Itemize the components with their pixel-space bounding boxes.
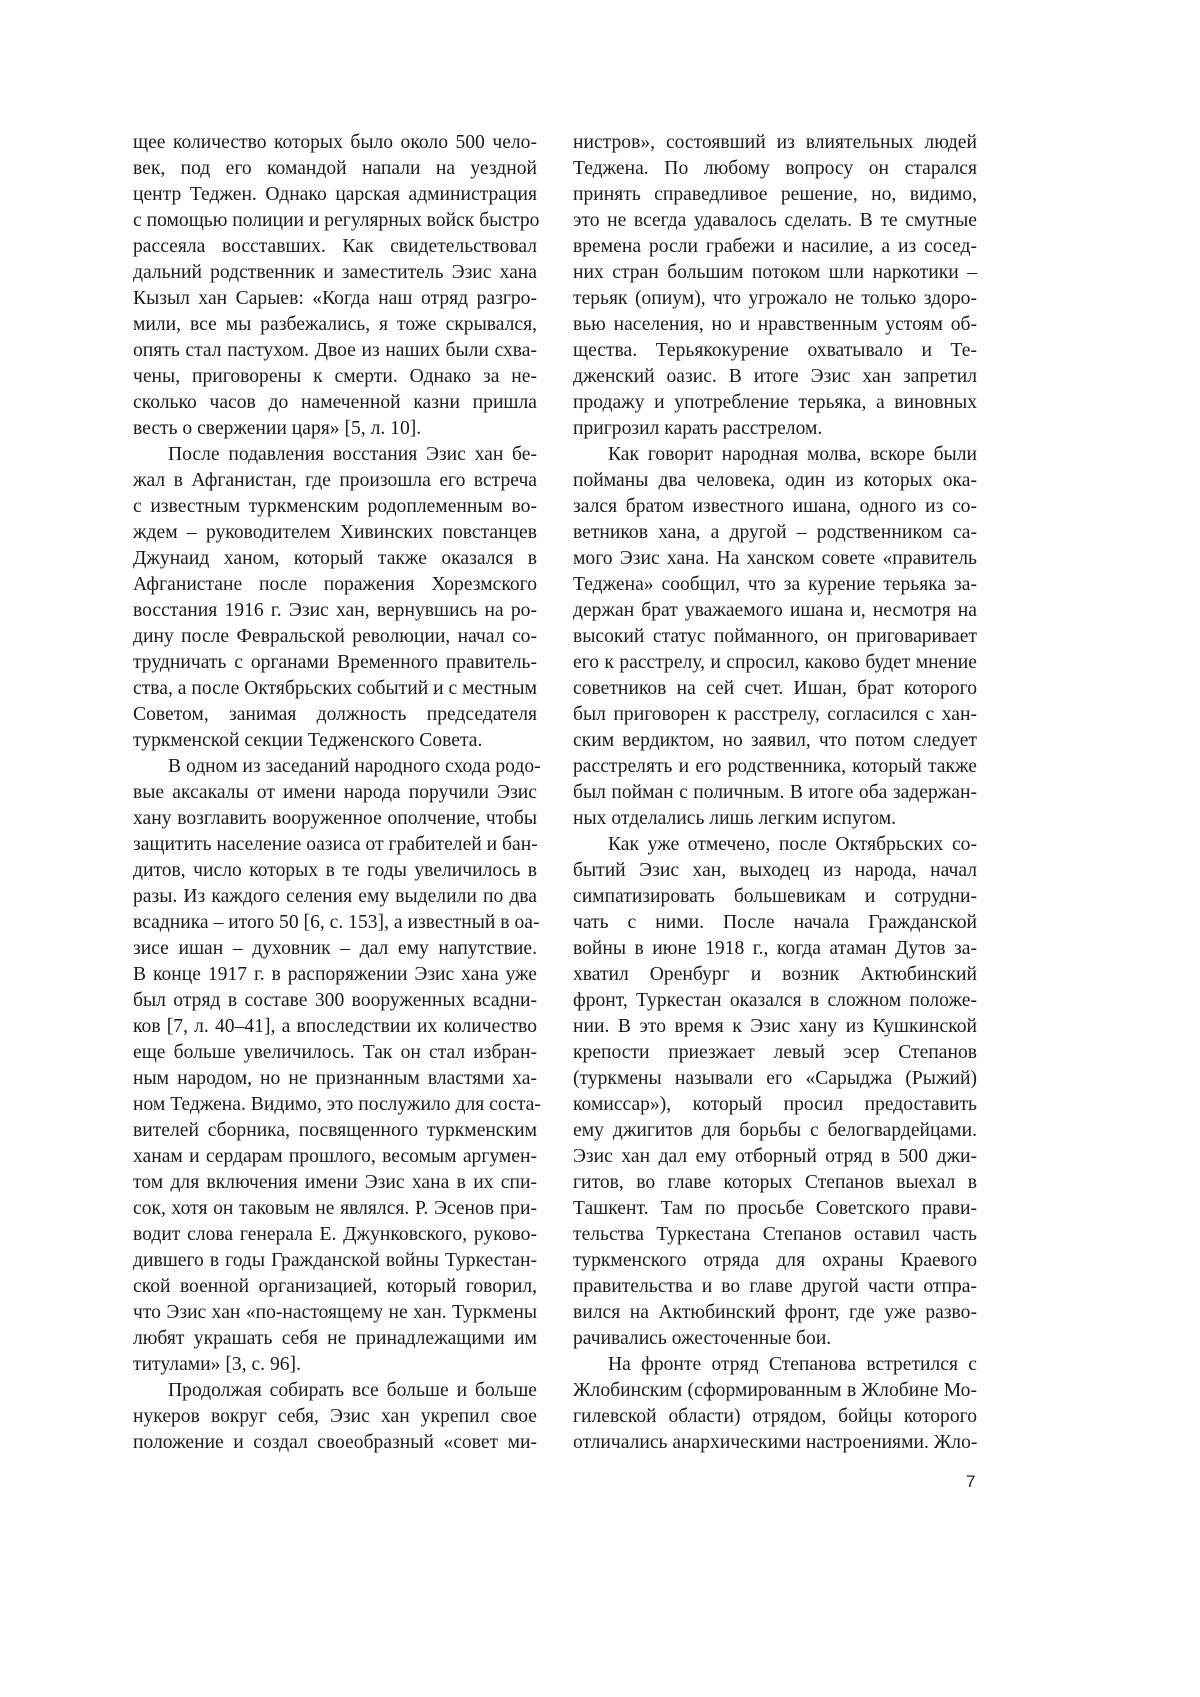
text-line: держан брат уважаемого ишана и, несмотря на <box>573 598 977 624</box>
text-line: центр Теджен. Однако царская администрация <box>133 182 537 208</box>
text-line: пригрозил карать расстрелом. <box>573 416 977 442</box>
text-line: жал в Афганистан, где произошла его встреча <box>133 468 537 494</box>
text-line: ветников хана, а другой – родственником са- <box>573 520 977 546</box>
text-line: дальний родственник и заместитель Эзис хана <box>133 260 537 286</box>
text-line: крепости приезжает левый эсер Степанов <box>573 1040 977 1066</box>
text-line: дину после Февральской революции, начал со- <box>133 624 537 650</box>
text-line: титулами» [3, с. 96]. <box>133 1352 537 1378</box>
text-line: щее количество которых было около 500 чело- <box>133 130 537 156</box>
text-line: нистров», состоявший из влиятельных людей <box>573 130 977 156</box>
text-line: симпатизировать большевикам и сотрудни- <box>573 884 977 910</box>
text-line: рассеяла восставших. Как свидетельствовал <box>133 234 537 260</box>
text-line: дитов, число которых в те годы увеличилось в <box>133 858 537 884</box>
text-line: Продолжая собирать все больше и больше <box>133 1378 537 1404</box>
text-line: был пойман с поличным. В итоге оба задержан- <box>573 780 977 806</box>
text-line: отличались анархическими настроениями. Жло- <box>573 1430 977 1456</box>
text-line: ским вердиктом, но заявил, что потом следует <box>573 728 977 754</box>
paragraph <box>573 832 977 1352</box>
text-line: Джунаид ханом, который также оказался в <box>133 546 537 572</box>
text-line: Афганистане после поражения Хорезмского <box>133 572 537 598</box>
text-line: бытий Эзис хан, выходец из народа, начал <box>573 858 977 884</box>
text-line: (туркмены называли его «Сарыджа (Рыжий) <box>573 1066 977 1092</box>
text-line: войны в июне 1918 г., когда атаман Дутов за- <box>573 936 977 962</box>
text-line: вью населения, но и нравственным устоям об- <box>573 312 977 338</box>
text-line: Ташкент. Там по просьбе Советского прави- <box>573 1196 977 1222</box>
text-line: гитов, во главе которых Степанов выехал в <box>573 1170 977 1196</box>
text-line: что Эзис хан «по-настоящему не хан. Туркмены <box>133 1300 537 1326</box>
text-line: вителей сборника, посвященного туркменским <box>133 1118 537 1144</box>
text-line: мили, все мы разбежались, я тоже скрывался, <box>133 312 537 338</box>
text-line: дженский оазис. В итоге Эзис хан запретил <box>573 364 977 390</box>
text-line: защитить население оазиса от грабителей и бан- <box>133 832 537 858</box>
text-line: с помощью полиции и регулярных войск быстро <box>133 208 537 234</box>
text-line: ным народом, но не признанным властями ха- <box>133 1066 537 1092</box>
text-line: зался братом известного ишана, одного из со- <box>573 494 977 520</box>
text-line: На фронте отряд Степанова встретился с <box>573 1352 977 1378</box>
text-line: восстания 1916 г. Эзис хан, вернувшись на ро- <box>133 598 537 624</box>
text-line: зисе ишан – духовник – дал ему напутствие. <box>133 936 537 962</box>
text-line: Как говорит народная молва, вскоре были <box>573 442 977 468</box>
text-line: ской военной организацией, который говорил, <box>133 1274 537 1300</box>
text-line: трудничать с органами Временного правитель- <box>133 650 537 676</box>
text-line: положение и создал своеобразный «совет ми- <box>133 1430 537 1456</box>
text-line: ему джигитов для борьбы с белогвардейцами. <box>573 1118 977 1144</box>
text-line: Эзис хан дал ему отборный отряд в 500 джи- <box>573 1144 977 1170</box>
text-line: это не всегда удавалось сделать. В те смутные <box>573 208 977 234</box>
text-line: с известным туркменским родоплеменным во- <box>133 494 537 520</box>
text-line: времена росли грабежи и насилие, а из сосед- <box>573 234 977 260</box>
text-line: ждем – руководителем Хивинских повстанцев <box>133 520 537 546</box>
text-line: В конце 1917 г. в распоряжении Эзис хана уже <box>133 962 537 988</box>
text-line: любят украшать себя не принадлежащими им <box>133 1326 537 1352</box>
text-line: дившего в годы Гражданской войны Туркестан- <box>133 1248 537 1274</box>
text-line: тельства Туркестана Степанов оставил часть <box>573 1222 977 1248</box>
paragraph <box>573 1352 977 1456</box>
text-line: Как уже отмечено, после Октябрьских со- <box>573 832 977 858</box>
text-line: ков [7, л. 40–41], а впоследствии их количество <box>133 1014 537 1040</box>
text-line: разы. Из каждого селения ему выделили по два <box>133 884 537 910</box>
text-line: был отряд в составе 300 вооруженных всадни- <box>133 988 537 1014</box>
text-line: Жлобинским (сформированным в Жлобине Мо- <box>573 1378 977 1404</box>
text-line: весть о свержении царя» [5, л. 10]. <box>133 416 537 442</box>
paragraph <box>133 442 537 754</box>
text-line: нукеров вокруг себя, Эзис хан укрепил свое <box>133 1404 537 1430</box>
text-line: всадника – итого 50 [6, с. 153], а известный в оа- <box>133 910 537 936</box>
text-line: принять справедливое решение, но, видимо, <box>573 182 977 208</box>
text-line: туркменского отряда для охраны Краевого <box>573 1248 977 1274</box>
text-line: еще больше увеличилось. Так он стал избран- <box>133 1040 537 1066</box>
text-line: правительства и во главе другой части отпра- <box>573 1274 977 1300</box>
text-line: Советом, занимая должность председателя <box>133 702 537 728</box>
text-line: чены, приговорены к смерти. Однако за не- <box>133 364 537 390</box>
text-line: нии. В это время к Эзис хану из Кушкинской <box>573 1014 977 1040</box>
text-line: Теджена. По любому вопросу он старался <box>573 156 977 182</box>
text-line: гилевской области) отрядом, бойцы которого <box>573 1404 977 1430</box>
text-column-left <box>133 130 537 1456</box>
text-line: чать с ними. После начала Гражданской <box>573 910 977 936</box>
text-line: опять стал пастухом. Двое из наших были схва- <box>133 338 537 364</box>
text-line: хватил Оренбург и возник Актюбинский <box>573 962 977 988</box>
text-line: туркменской секции Теджен­ского Совета. <box>133 728 537 754</box>
page-number: 7 <box>966 1472 975 1492</box>
paragraph <box>573 442 977 832</box>
text-line: ханам и сердарам прошлого, весомым аргумен- <box>133 1144 537 1170</box>
text-line: Теджена» сообщил, что за курение терьяка за- <box>573 572 977 598</box>
paragraph <box>133 1378 537 1456</box>
text-line: комиссар»), который просил предоставить <box>573 1092 977 1118</box>
text-line: его к расстрелу, и спросил, каково будет мнение <box>573 650 977 676</box>
text-line: После подавления восстания Эзис хан бе- <box>133 442 537 468</box>
text-line: век, под его командой напали на уездной <box>133 156 537 182</box>
text-line: них стран большим потоком шли наркотики – <box>573 260 977 286</box>
text-line: ства, а после Октябрьских событий и с местным <box>133 676 537 702</box>
text-line: Кызыл хан Сарыев: «Когда наш отряд разгро- <box>133 286 537 312</box>
text-line: том для включения имени Эзис хана в их спи- <box>133 1170 537 1196</box>
text-line: мого Эзис хана. На ханском совете «правитель <box>573 546 977 572</box>
text-line: вился на Актюбинский фронт, где уже разво- <box>573 1300 977 1326</box>
text-line: ных отделались лишь легким испугом. <box>573 806 977 832</box>
text-line: хану возглавить вооруженное ополчение, чтобы <box>133 806 537 832</box>
text-line: терьяк (опиум), что угрожало не только здоро- <box>573 286 977 312</box>
text-line: вые аксакалы от имени народа поручили Эзис <box>133 780 537 806</box>
paragraph <box>573 130 977 442</box>
text-line: ном Теджена. Видимо, это послужило для соста- <box>133 1092 537 1118</box>
text-line: сколько часов до намеченной казни пришла <box>133 390 537 416</box>
text-line: советников на сей счет. Ишан, брат которого <box>573 676 977 702</box>
text-column-right <box>573 130 977 1456</box>
text-line: рачивались ожесточенные бои. <box>573 1326 977 1352</box>
paragraph <box>133 130 537 442</box>
text-line: расстрелять и его родственника, который также <box>573 754 977 780</box>
text-line: В одном из заседаний народного схода родо- <box>133 754 537 780</box>
text-line: продажу и употребление терьяка, а виновных <box>573 390 977 416</box>
text-line: был приговорен к расстрелу, согласился с хан- <box>573 702 977 728</box>
text-line: фронт, Туркестан оказался в сложном положе- <box>573 988 977 1014</box>
text-line: водит слова генерала Е. Джунковского, руково- <box>133 1222 537 1248</box>
text-line: пойманы два человека, один из которых ока- <box>573 468 977 494</box>
text-line: щества. Терьякокурение охватывало и Те- <box>573 338 977 364</box>
text-line: высокий статус пойманного, он приговаривает <box>573 624 977 650</box>
paragraph <box>133 754 537 1378</box>
text-line: сок, хотя он таковым не являлся. Р. Эсенов при- <box>133 1196 537 1222</box>
